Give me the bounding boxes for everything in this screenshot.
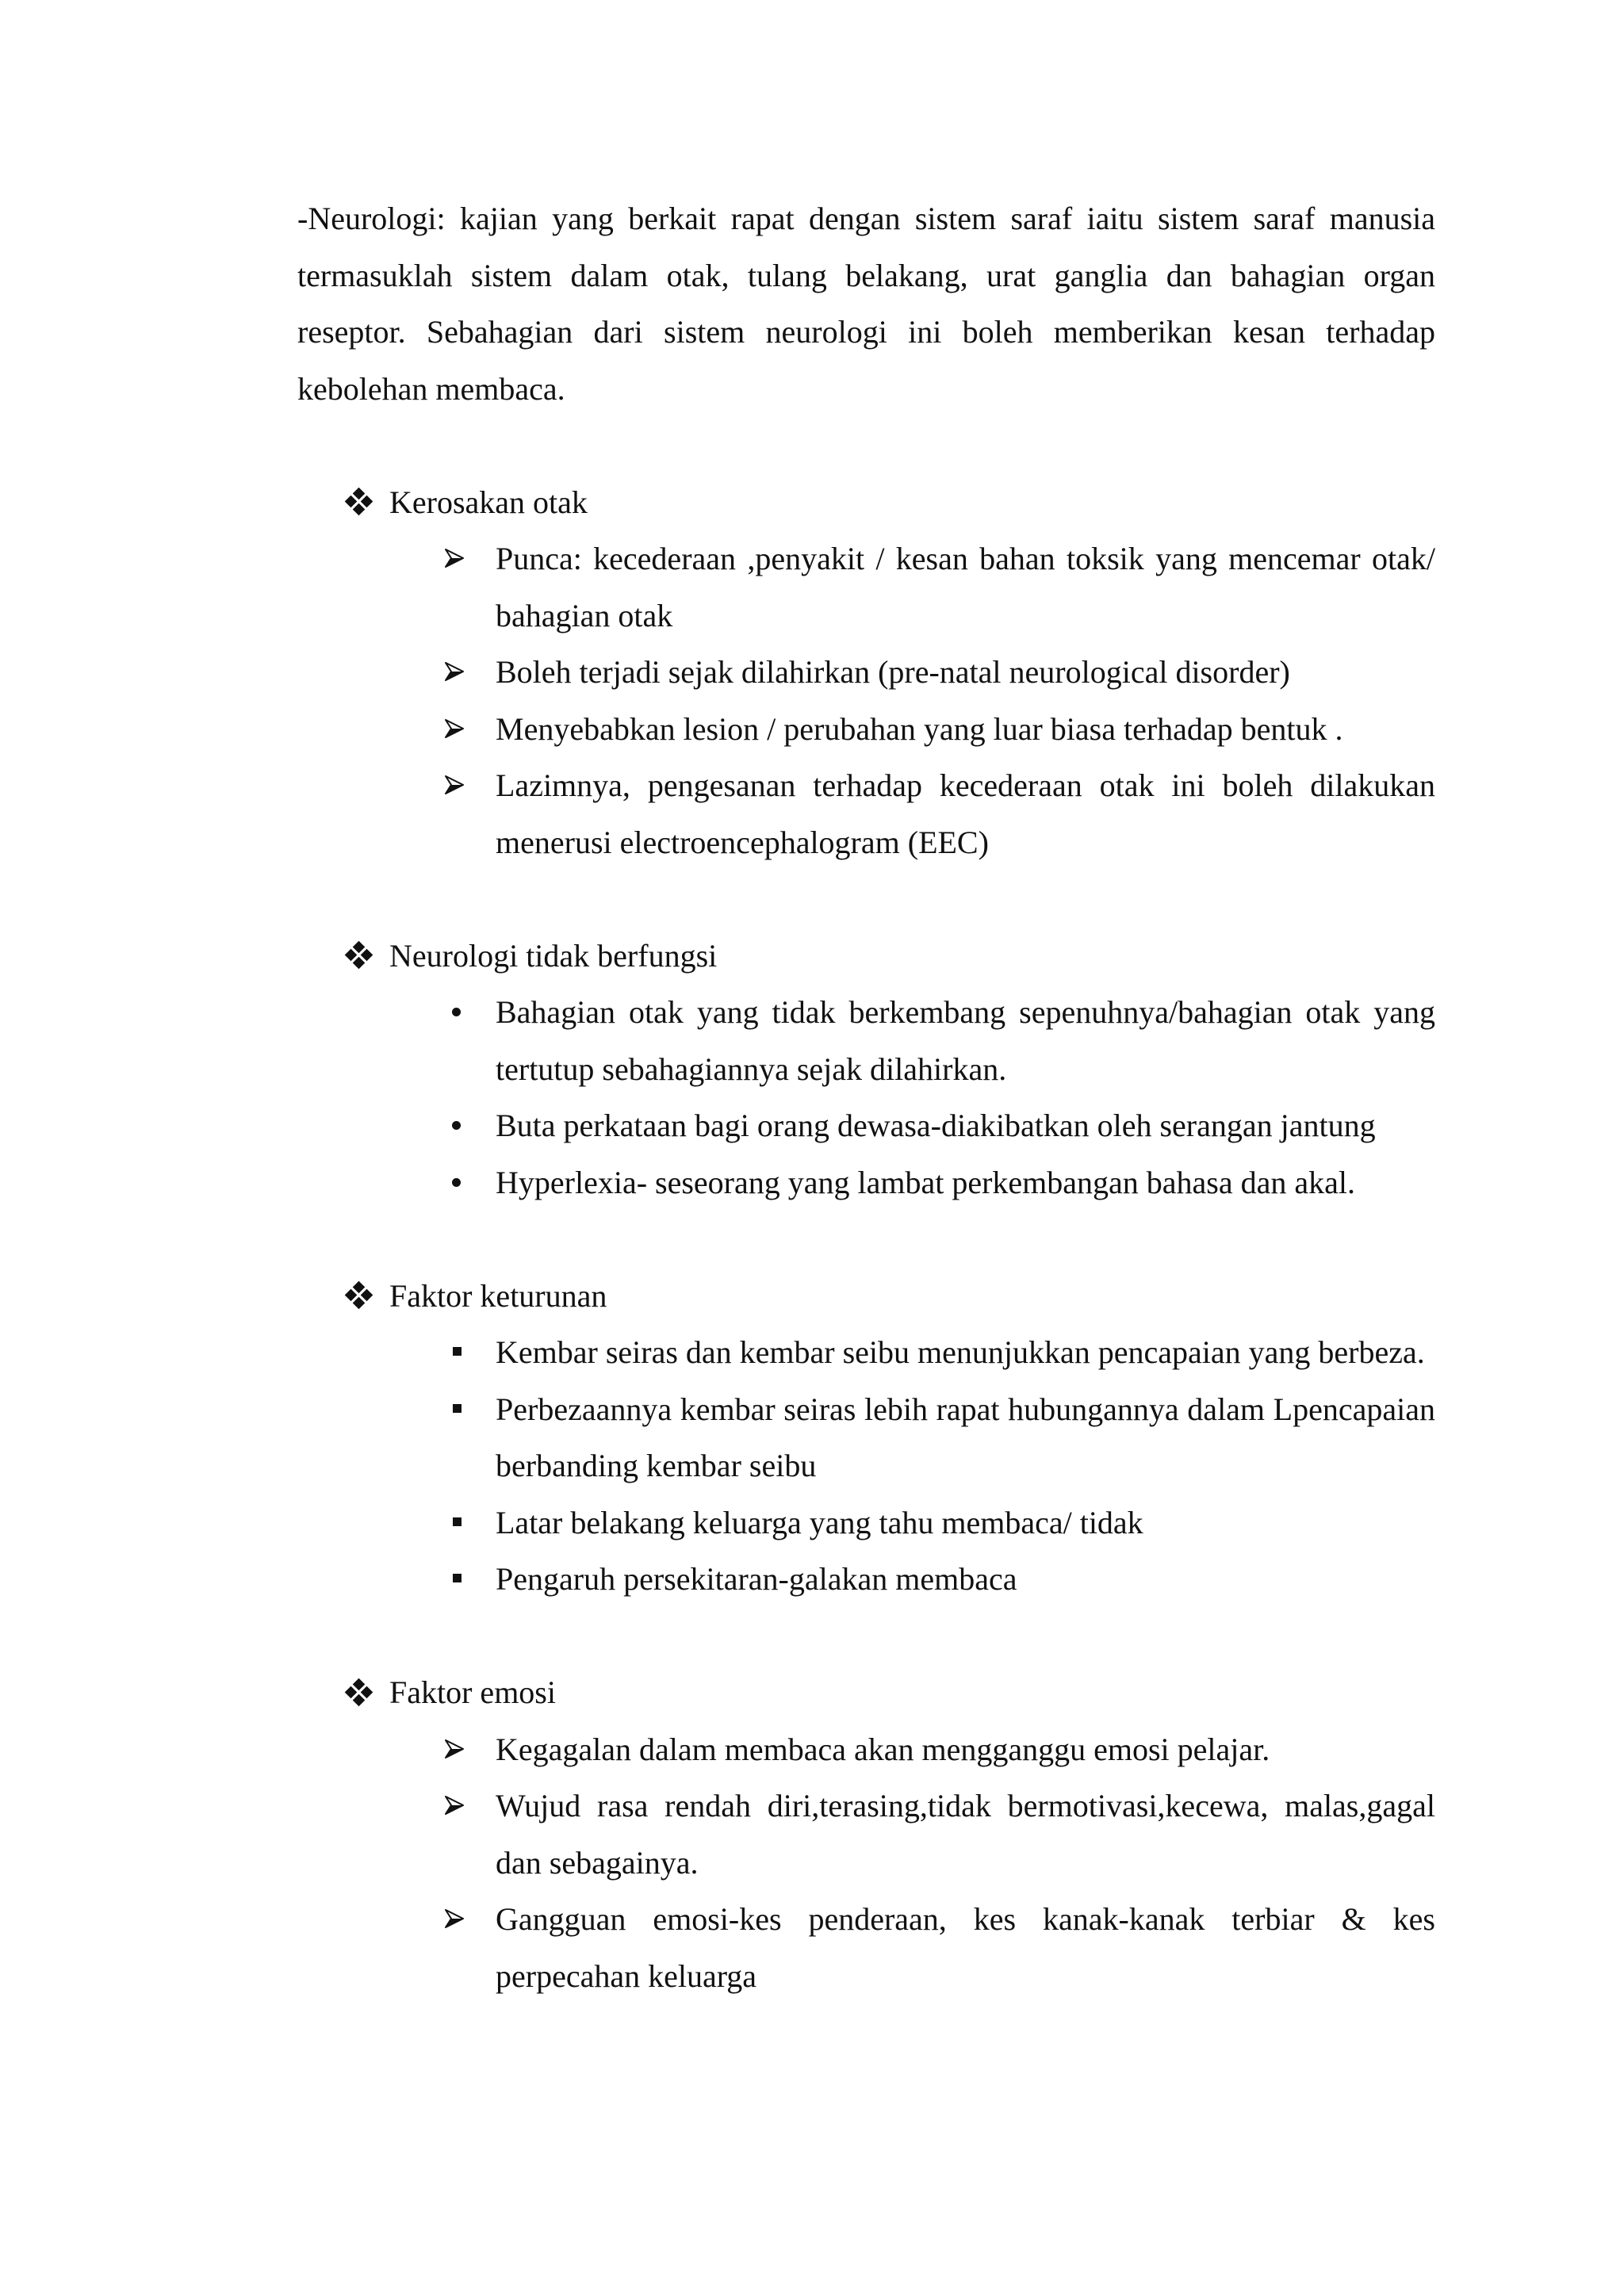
bullet-list bbox=[297, 984, 1435, 1211]
bullet-marker bbox=[444, 701, 496, 758]
list-item bbox=[444, 644, 1435, 701]
section-heading-text: Neurologi tidak berfungsi bbox=[389, 937, 718, 974]
list-item-text: Lazimnya, pengesanan terhadap kecederaan otak ini boleh dilakukan menerusi electroencephalogram (EEC) bbox=[496, 767, 1435, 860]
arrow-bullet-icon bbox=[444, 775, 465, 795]
list-item bbox=[444, 701, 1435, 758]
list-item-text: Menyebabkan lesion / perubahan yang luar biasa terhadap bentuk . bbox=[496, 710, 1343, 747]
bullet-marker bbox=[444, 1494, 496, 1552]
square-bullet-icon bbox=[453, 1404, 462, 1413]
arrow-bullet-icon bbox=[444, 661, 465, 682]
section bbox=[297, 1268, 1435, 1608]
bullet-marker bbox=[444, 984, 496, 1041]
section bbox=[297, 928, 1435, 1211]
arrow-bullet-icon bbox=[444, 718, 465, 739]
spacer bbox=[297, 1608, 1435, 1665]
bullet-marker bbox=[444, 1891, 496, 1948]
list-item bbox=[444, 1494, 1435, 1552]
spacer bbox=[297, 1211, 1435, 1268]
arrow-bullet-icon bbox=[444, 548, 465, 568]
list-item-text: Punca: kecederaan ,penyakit / kesan bahan toksik yang mencemar otak/ bahagian otak bbox=[496, 541, 1435, 633]
list-item bbox=[444, 1891, 1435, 2004]
arrow-bullet-icon bbox=[444, 1739, 465, 1759]
list-item bbox=[444, 530, 1435, 644]
list-item-text: Latar belakang keluarga yang tahu membaca/ tidak bbox=[496, 1504, 1143, 1540]
bullet-list bbox=[297, 1324, 1435, 1608]
bullet-marker bbox=[444, 1154, 496, 1211]
four-diamond-bullet-icon bbox=[345, 1282, 385, 1309]
list-item-text: Gangguan emosi-kes penderaan, kes kanak-kanak terbiar & kes perpecahan keluarga bbox=[496, 1901, 1435, 1994]
list-item-text: Kegagalan dalam membaca akan mengganggu emosi pelajar. bbox=[496, 1731, 1270, 1767]
bullet-list bbox=[297, 530, 1435, 871]
square-bullet-icon bbox=[453, 1574, 462, 1582]
bullet-list bbox=[297, 1721, 1435, 2005]
list-item-text: Pengaruh persekitaran-galakan membaca bbox=[496, 1561, 1017, 1597]
bullet-marker bbox=[444, 1324, 496, 1381]
section bbox=[297, 1664, 1435, 2004]
spacer bbox=[297, 417, 1435, 474]
arrow-bullet-icon bbox=[444, 1795, 465, 1816]
section-heading bbox=[345, 1268, 1435, 1325]
section bbox=[297, 474, 1435, 871]
square-bullet-icon bbox=[453, 1517, 462, 1526]
list-item bbox=[444, 984, 1435, 1097]
list-item bbox=[444, 1324, 1435, 1381]
bullet-marker bbox=[444, 1551, 496, 1608]
list-item-text: Wujud rasa rendah diri,terasing,tidak bermotivasi,kecewa, malas,gagal dan sebagainya. bbox=[496, 1788, 1435, 1881]
section-heading bbox=[345, 474, 1435, 531]
section-heading-text: Faktor keturunan bbox=[389, 1277, 607, 1314]
list-item-text: Kembar seiras dan kembar seibu menunjukkan pencapaian yang berbeza. bbox=[496, 1334, 1425, 1370]
section-heading-text: Kerosakan otak bbox=[389, 484, 588, 520]
section-heading bbox=[345, 1664, 1435, 1721]
four-diamond-bullet-icon bbox=[345, 942, 385, 969]
four-diamond-bullet-icon bbox=[345, 1679, 385, 1706]
bullet-marker bbox=[444, 530, 496, 587]
dot-bullet-icon bbox=[452, 1178, 461, 1187]
list-item bbox=[444, 1154, 1435, 1211]
bullet-marker bbox=[444, 1381, 496, 1438]
document-page bbox=[297, 190, 1435, 2004]
bullet-marker bbox=[444, 644, 496, 701]
intro-paragraph: -Neurologi: kajian yang berkait rapat dengan sistem saraf iaitu sistem saraf manusia termasuklah sistem dalam otak, tulang belakang, urat ganglia dan bahagian organ reseptor. Sebahagian dari sistem neurologi ini boleh memberikan kesan terhadap kebolehan membaca. bbox=[297, 201, 1435, 407]
list-item-text: Bahagian otak yang tidak berkembang sepenuhnya/bahagian otak yang tertutup sebahagiannya sejak dilahirkan. bbox=[496, 994, 1435, 1087]
bullet-marker bbox=[444, 757, 496, 814]
section-heading-text: Faktor emosi bbox=[389, 1674, 556, 1711]
list-item-text: Perbezaannya kembar seiras lebih rapat hubungannya dalam Lpencapaian berbanding kembar seibu bbox=[496, 1391, 1435, 1483]
list-item bbox=[444, 757, 1435, 871]
list-item bbox=[444, 1777, 1435, 1891]
arrow-bullet-icon bbox=[444, 1908, 465, 1929]
sections-container bbox=[297, 474, 1435, 2005]
list-item-text: Hyperlexia- seseorang yang lambat perkembangan bahasa dan akal. bbox=[496, 1164, 1355, 1200]
list-item-text: Buta perkataan bagi orang dewasa-diakibatkan oleh serangan jantung bbox=[496, 1108, 1376, 1143]
four-diamond-bullet-icon bbox=[345, 488, 385, 515]
dot-bullet-icon bbox=[452, 1008, 461, 1016]
dot-bullet-icon bbox=[452, 1121, 461, 1130]
square-bullet-icon bbox=[453, 1347, 462, 1356]
list-item bbox=[444, 1721, 1435, 1778]
bullet-marker bbox=[444, 1097, 496, 1154]
section-heading bbox=[345, 928, 1435, 985]
list-item-text: Boleh terjadi sejak dilahirkan (pre-natal neurological disorder) bbox=[496, 654, 1290, 690]
list-item bbox=[444, 1551, 1435, 1608]
bullet-marker bbox=[444, 1721, 496, 1778]
list-item bbox=[444, 1097, 1435, 1154]
list-item bbox=[444, 1381, 1435, 1494]
bullet-marker bbox=[444, 1777, 496, 1835]
spacer bbox=[297, 871, 1435, 928]
